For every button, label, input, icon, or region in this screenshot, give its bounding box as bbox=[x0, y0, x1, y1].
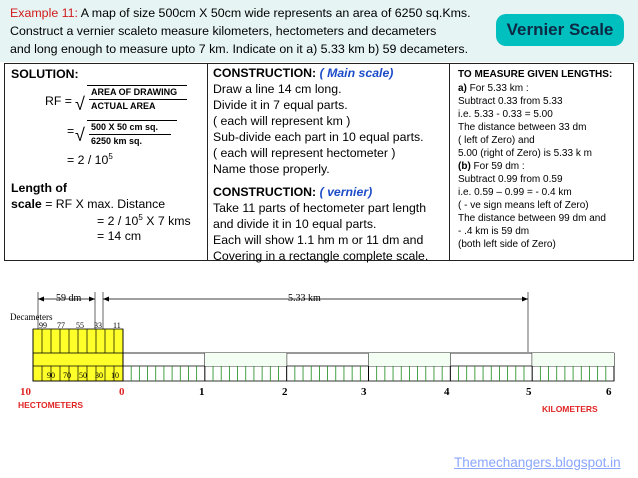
fraction-1-denominator: ACTUAL AREA bbox=[91, 101, 156, 111]
vernier-top-label-55: 55 bbox=[76, 321, 84, 330]
main-scale-tag: ( Main scale) bbox=[316, 66, 394, 80]
vernier-top-label-11: 11 bbox=[113, 321, 121, 330]
km-label-2: 2 bbox=[282, 386, 288, 398]
main-step-6: Name those properly. bbox=[213, 162, 330, 176]
vernier-step-2: and divide it in 10 equal parts. bbox=[213, 217, 377, 231]
sqrt-bar-2 bbox=[87, 120, 177, 121]
km-label-0: 0 bbox=[119, 386, 125, 398]
km-label-4: 4 bbox=[444, 386, 450, 398]
problem-header bbox=[0, 0, 638, 62]
vernier-scale-drawing bbox=[0, 282, 638, 478]
vernier-tag: ( vernier) bbox=[316, 185, 373, 199]
main-step-5: ( each will represent hectometer ) bbox=[213, 146, 396, 160]
km-label-1: 1 bbox=[199, 386, 205, 398]
vernier-step-3: Each will show 1.1 hm m or 11 dm and bbox=[213, 233, 424, 247]
dim-arrow-59dm-right bbox=[89, 297, 95, 302]
length-heading: Length of bbox=[11, 181, 68, 195]
vernier-top-label-77: 77 bbox=[57, 321, 65, 330]
column-divider-2 bbox=[449, 64, 450, 260]
vernier-bottom-label-70: 70 bbox=[63, 371, 71, 380]
dim-arrow-533km-right bbox=[522, 297, 528, 302]
vernier-construction-heading bbox=[213, 185, 372, 199]
km-segment-fill bbox=[369, 353, 451, 366]
fraction-bar-1 bbox=[89, 99, 187, 100]
column-divider-1 bbox=[207, 64, 208, 260]
dim-arrow-59dm-left bbox=[38, 297, 44, 302]
vernier-construction-title: CONSTRUCTION: bbox=[213, 185, 317, 199]
measure-b-line-1: Subtract 0.99 from 0.59 bbox=[458, 174, 563, 185]
solution-heading: SOLUTION: bbox=[11, 67, 79, 81]
scale-formula bbox=[11, 197, 165, 211]
measure-heading: TO MEASURE GIVEN LENGTHS: bbox=[458, 69, 613, 80]
main-step-3: ( each will represent km ) bbox=[213, 114, 351, 128]
fraction-bar-2 bbox=[89, 134, 171, 135]
watermark-link[interactable]: Themechangers.blogspot.in bbox=[454, 455, 621, 470]
measure-b-line-6: (both left side of Zero) bbox=[458, 239, 556, 250]
vernier-bottom-label-90: 90 bbox=[47, 371, 55, 380]
hectometers-label: HECTOMETERS bbox=[18, 400, 84, 410]
left-end-label: 10 bbox=[20, 386, 31, 398]
vernier-top-label-99: 99 bbox=[39, 321, 47, 330]
solution-panel bbox=[4, 63, 634, 261]
sqrt-symbol-1: √ bbox=[75, 94, 85, 114]
km-segment-fill bbox=[532, 353, 614, 366]
vernier-top-label-33: 33 bbox=[94, 321, 102, 330]
dim-label-533km: 5.33 km bbox=[288, 293, 321, 304]
measure-b-title bbox=[458, 161, 525, 172]
vernier-step-1: Take 11 parts of hectometer part length bbox=[213, 201, 427, 215]
fraction-2-numerator: 500 X 50 cm sq. bbox=[91, 122, 159, 132]
equals-sign: = bbox=[67, 124, 75, 138]
measure-a-line-3: The distance between 33 dm bbox=[458, 122, 587, 133]
measure-a-line-2: i.e. 5.33 - 0.33 = 5.00 bbox=[458, 109, 553, 120]
vernier-step-4: Covering in a rectangle complete scale. bbox=[213, 249, 429, 263]
measure-a-line-1: Subtract 0.33 from 5.33 bbox=[458, 96, 563, 107]
measure-a-line-5: 5.00 (right of Zero) is 5.33 k m bbox=[458, 148, 592, 159]
fraction-1-numerator: AREA OF DRAWING bbox=[91, 87, 178, 97]
length-calc bbox=[97, 213, 191, 228]
kilometers-label: KILOMETERS bbox=[542, 404, 598, 414]
dim-arrow-533km-left bbox=[103, 297, 109, 302]
vernier-bottom-label-30: 30 bbox=[95, 371, 103, 380]
vernier-bottom-label-50: 50 bbox=[79, 371, 87, 380]
measure-a-title bbox=[458, 83, 529, 94]
measure-b-line-5: - .4 km is 59 dm bbox=[458, 226, 530, 237]
problem-line-3: and long enough to measure upto 7 km. Indicate on it a) 5.33 km b) 59 decameters. bbox=[10, 42, 469, 56]
decameters-label: Decameters bbox=[10, 312, 53, 322]
km-label-6: 6 bbox=[606, 386, 612, 398]
measure-b-line-4: The distance between 99 dm and bbox=[458, 213, 606, 224]
measure-a-label: a) bbox=[458, 83, 467, 94]
measure-b-line-2: i.e. 0.59 – 0.99 = - 0.4 km bbox=[458, 187, 572, 198]
measure-b-text: For 59 dm : bbox=[470, 161, 525, 172]
scale-formula-text: = RF X max. Distance bbox=[41, 197, 166, 211]
measure-a-text: For 5.33 km : bbox=[466, 83, 529, 94]
main-step-1: Draw a line 14 cm long. bbox=[213, 82, 342, 96]
rf-result bbox=[67, 152, 113, 167]
km-segment-fills bbox=[205, 353, 614, 366]
fraction-2-denominator: 6250 km sq. bbox=[91, 136, 143, 146]
measure-b-line-3: ( - ve sign means left of Zero) bbox=[458, 200, 589, 211]
measure-a-line-4: ( left of Zero) and bbox=[458, 135, 535, 146]
rf-result-exponent: 5 bbox=[108, 152, 113, 161]
problem-line-2: Construct a vernier scaleto measure kilometers, hectometers and decameters bbox=[10, 24, 437, 38]
problem-line-1 bbox=[10, 6, 471, 20]
length-calc-exponent: 5 bbox=[138, 213, 143, 222]
main-construction-title: CONSTRUCTION: bbox=[213, 66, 317, 80]
main-step-4: Sub-divide each part in 10 equal parts. bbox=[213, 130, 424, 144]
main-step-2: Divide it in 7 equal parts. bbox=[213, 98, 348, 112]
dim-label-59dm: 59 dm bbox=[56, 293, 82, 304]
vernier-scale-badge: Vernier Scale bbox=[496, 14, 624, 46]
vernier-bottom-label-10: 10 bbox=[111, 371, 119, 380]
main-construction-heading bbox=[213, 66, 393, 80]
sqrt-bar-1 bbox=[87, 85, 187, 86]
length-calc-base: = 2 / 10 bbox=[97, 214, 139, 229]
rf-result-base: = 2 / 10 bbox=[67, 153, 109, 168]
measure-b-label: (b) bbox=[458, 161, 471, 172]
scale-word: scale bbox=[11, 197, 42, 211]
km-label-3: 3 bbox=[361, 386, 367, 398]
km-label-5: 5 bbox=[526, 386, 532, 398]
km-segment-fill bbox=[205, 353, 287, 366]
rf-label: RF = bbox=[45, 94, 72, 108]
length-result: = 14 cm bbox=[97, 229, 142, 243]
example-label: Example 11: bbox=[10, 6, 78, 20]
length-calc-suffix: X 7 kms bbox=[142, 214, 191, 229]
sqrt-symbol-2: √ bbox=[75, 125, 85, 145]
problem-text-1: A map of size 500cm X 50cm wide represents an area of 6250 sq.Kms. bbox=[77, 6, 471, 20]
